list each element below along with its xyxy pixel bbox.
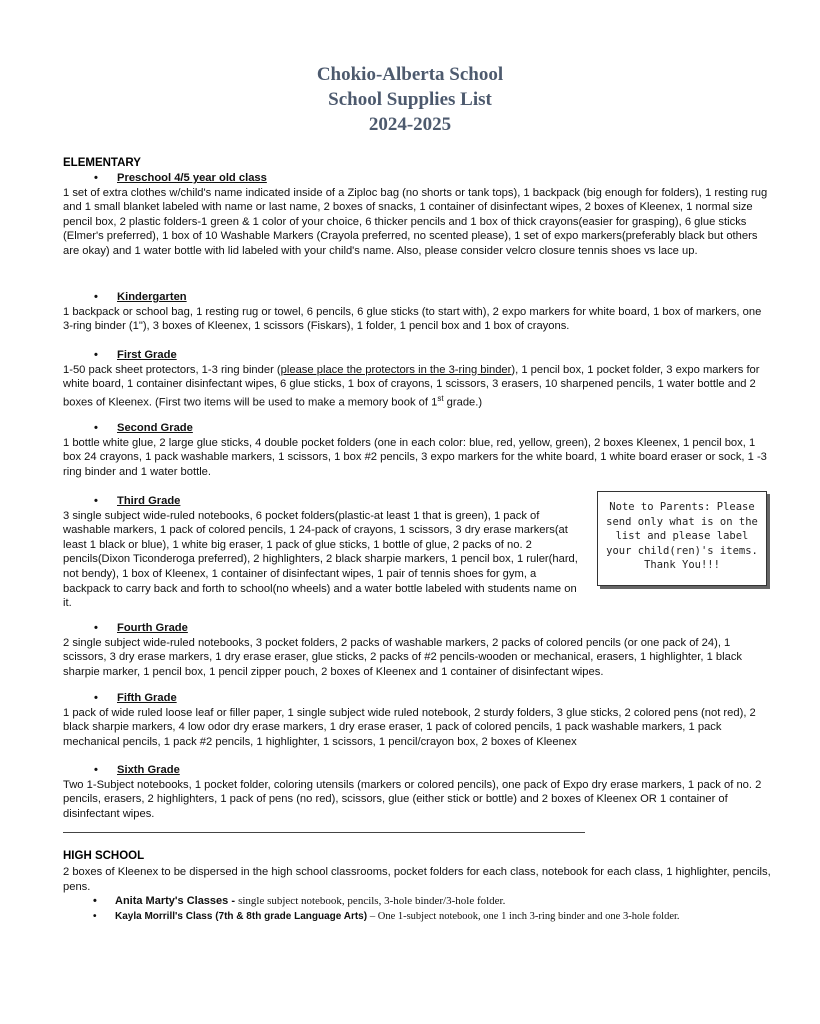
class-name: Kayla Morrill's Class (7th & 8th grade Language Arts)	[115, 911, 368, 922]
class-supplies: – One 1-subject notebook, one 1 inch 3-ring binder and one 3-hole folder.	[369, 911, 680, 922]
class-item-anita-marty	[115, 894, 775, 908]
grade-section-preschool	[63, 171, 773, 259]
supply-list-text: Two 1-Subject notebooks, 1 pocket folder, coloring utensils (markers or colored pencils), one pack of Expo dry erase markers, 1 pack of no. 2 pencils, erasers, 2 highlighters, 1 pack of pens (no red), scissors, glue (either stick or bottle) and 2 boxes of Kleenex OR 1 container of disinfectant wipes.	[63, 778, 762, 820]
supply-list-text: 1 pack of wide ruled loose leaf or filler paper, 1 single subject wide ruled notebook, 2 sturdy folders, 3 glue sticks, 2 colored pens (not red), 2 black sharpie markers, 4 low odor dry erase markers, 1 dry erase eraser, 1 pack of colored pencils, 1 pack washable markers, 1 pack mechanical pencils, 1 pack #2 pencils, 1 highlighter, 1 scissors, 1 pencil/crayon box, 2 boxes of Kleenex	[63, 706, 756, 748]
supply-list-text: 1 set of extra clothes w/child's name indicated inside of a Ziploc bag (no shorts or tank tops), 1 backpack (big enough for folders), 1 resting rug and 1 small blanket labeled with name or last name, 2 boxes of snacks, 1 container of disinfectant wipes, 2 boxes of Kleenex, 1 normal size pencil box, 2 plastic folders-1 green & 1 color of your choice, 6 thicker pencils and 1 box of thick crayons(easier for grasping), 6 glue sticks (Elmer's preferred), 1 box of 10 Washable Markers (Crayola preferred, no scented please), 1 set of expo markers(preferably black but others are okay) and 1 water bottle with lid labeled with your child's name. Also, please consider velcro closure tennis shoes vs lace up.	[63, 186, 768, 257]
class-item-kayla-morrill	[115, 910, 775, 924]
grade-heading: • Preschool 4/5 year old class	[63, 171, 773, 186]
high-school-heading: HIGH SCHOOL	[63, 850, 145, 862]
grade-section-fifth	[63, 691, 773, 749]
grade-section-third	[63, 494, 583, 611]
grade-section-first	[63, 348, 773, 410]
class-supplies: single subject notebook, pencils, 3-hole binder/3-hole folder.	[238, 895, 506, 907]
grade-heading: • Fifth Grade	[63, 691, 773, 706]
grade-section-second	[63, 421, 773, 479]
grade-heading: • Kindergarten	[63, 290, 773, 305]
superscript: st	[437, 393, 444, 403]
grade-section-sixth	[63, 763, 773, 821]
list-title: School Supplies List	[328, 89, 492, 110]
note-to-parents: Note to Parents: Please send only what is on the list and please label your child(ren)'s items. Thank You!!!	[597, 491, 767, 586]
underlined-instruction: please place the protectors in the 3-ring binder	[280, 363, 512, 376]
grade-heading: • Third Grade	[63, 494, 583, 509]
school-name: Chokio-Alberta School	[316, 64, 504, 85]
text-part: ), 1 pencil box, 1 pocket folder, 3 expo markers for white board, 1 container disinfectant wipes, 6 glue sticks, 1 box of crayons, 1 scissors, 3 erasers, 10 sharpened pencils, 1 water bottle and 2 boxes of Kleenex. (First two items will be used to make a memory book of 1	[63, 363, 760, 409]
grade-heading: • Sixth Grade	[63, 763, 773, 778]
grade-heading: • First Grade	[63, 348, 773, 363]
grade-section-fourth	[63, 621, 773, 679]
school-year: 2024-2025	[368, 114, 452, 135]
grade-heading: • Fourth Grade	[63, 621, 773, 636]
grade-section-kindergarten	[63, 290, 773, 334]
supply-list-text: 1 backpack or school bag, 1 resting rug or towel, 6 pencils, 6 glue sticks (to start with), 2 expo markers for white board, 1 box of markers, one 3-ring binder (1"), 3 boxes of Kleenex, 1 scissors (Fiskars), 1 folder, 1 pencil box and 1 box of crayons.	[63, 305, 762, 333]
document-title	[0, 62, 820, 137]
supply-list-text: 1 bottle white glue, 2 large glue sticks, 4 double pocket folders (one in each color: blue, red, yellow, green), 2 boxes Kleenex, 1 pencil box, 1 box 24 crayons, 1 pack washable markers, 1 scissors, 1 box #2 pencils, 3 expo markers for the white board, 1 white board eraser or sock, 1 -3 ring binder and 1 water bottle.	[63, 436, 767, 478]
text-part: grade.)	[443, 396, 483, 409]
high-school-supplies-text: 2 boxes of Kleenex to be dispersed in the high school classrooms, pocket folders for each class, notebook for each class, 1 highlighter, pencils, pens.	[63, 866, 771, 893]
supply-list-text: 2 single subject wide-ruled notebooks, 3 pocket folders, 2 packs of washable markers, 2 packs of colored pencils (or one pack of 24), 1 scissors, 3 dry erase markers, 1 dry erase eraser, glue sticks, 2 packs of #2 pencils-wooden or mechanical, erasers, 1 highlighter, 1 black sharpie marker, 1 pencil box, 1 pencil zipper pouch, 2 boxes of Kleenex and 1 container of disinfectant wipes.	[63, 636, 743, 678]
section-divider	[63, 832, 585, 833]
supply-list-text: 3 single subject wide-ruled notebooks, 6 pocket folders(plastic-at least 1 that is green), 1 pack of washable markers, 1 pack of colored pencils, 1 24-pack of crayons, 1 scissors, 3 dry erase markers(at least 1 black or blue), 1 white big eraser, 1 pack of glue sticks, 1 bottle of glue, 2 packs of no. 2 pencils(Dixon Ticonderoga preferred), 2 highlighters, 2 black sharpie markers, 1 pencil box, 1 ruler(hard, not bendy), 1 box of Kleenex, 1 container of disinfectant wipes, 1 pair of tennis shoes for gym, a backpack to carry back and forth to school(no wheels) and a water bottle labeled with students name on it.	[63, 509, 578, 610]
class-name: Anita Marty's Classes -	[115, 895, 235, 907]
text-part: 1-50 pack sheet protectors, 1-3 ring binder (	[63, 363, 281, 376]
grade-heading: • Second Grade	[63, 421, 773, 436]
supply-list-text	[63, 363, 773, 411]
elementary-heading: ELEMENTARY	[63, 157, 141, 169]
